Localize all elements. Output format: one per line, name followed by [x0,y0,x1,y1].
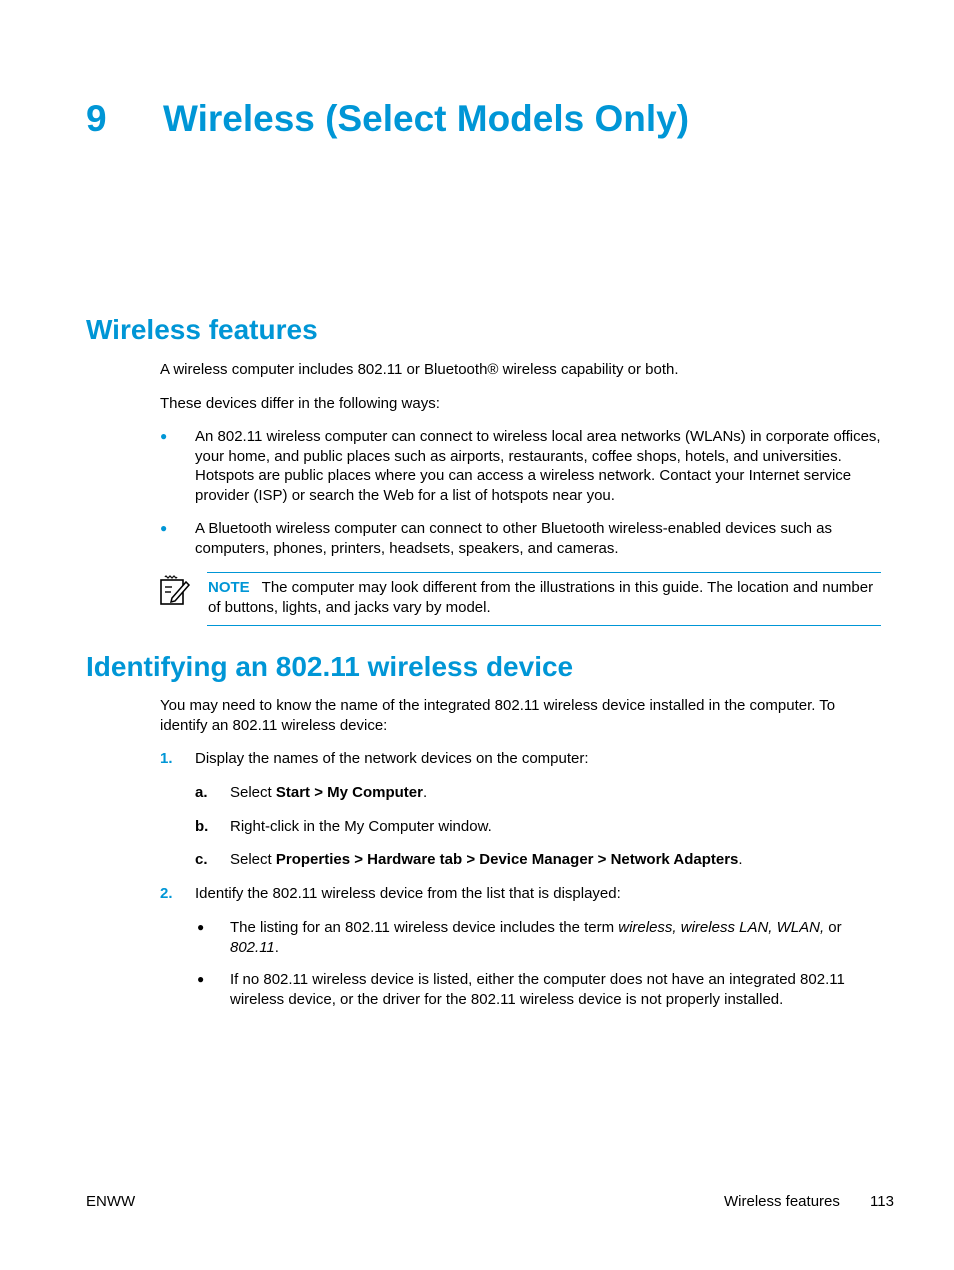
chapter-title-text: Wireless (Select Models Only) [163,98,690,139]
chapter-title [86,93,689,145]
note [208,578,880,618]
substep-text: Select Properties > Hardware tab > Device Manager > Network Adapters. [230,851,743,868]
substep-text: Select Start > My Computer. [230,784,428,801]
note-text: The computer may look different from the illustrations in this guide. The location and number of buttons, lights, and jacks vary by model. [208,579,874,616]
paragraph-intro: A wireless computer includes 802.11 or Bluetooth® wireless capability or both. [160,361,679,378]
substep-marker: b. [195,818,209,835]
bullet-item: An 802.11 wireless computer can connect to wireless local area networks (WLANs) in corporate offices, your home, and public places such as airports, restaurants, coffee shops, hotels, and universities. Hotspots are public places where you can access a wireless network. Contact your Internet service provider (ISP) or search the Web for a list of hotspots near you. [195,428,881,504]
note-label: NOTE [208,579,250,596]
page-number: 113 [870,1193,894,1210]
chapter-number: 9 [86,98,107,139]
paragraph-lead: These devices differ in the following ways: [160,395,440,412]
paragraph-intro: You may need to know the name of the integrated 802.11 wireless device installed in the computer. To identify an 802.11 wireless device: [160,697,836,734]
section-heading-identifying-device: Identifying an 802.11 wireless device [86,651,574,682]
step-text: Display the names of the network devices on the computer: [195,750,589,767]
bullet-item: A Bluetooth wireless computer can connect to other Bluetooth wireless-enabled devices such as computers, phones, printers, headsets, speakers, and cameras. [195,520,833,557]
footer-section: Wireless features [724,1193,840,1210]
sub-bullet-item: The listing for an 802.11 wireless device includes the term wireless, wireless LAN, WLAN, or 802.11. [230,919,842,956]
bullet-icon: ● [197,972,205,986]
note-pad-icon [158,574,192,608]
bullet-icon: ● [197,920,205,934]
step-text: Identify the 802.11 wireless device from the list that is displayed: [195,885,621,902]
substep-text: Right-click in the My Computer window. [230,818,492,835]
footer-left: ENWW [86,1193,136,1210]
section-heading-wireless-features: Wireless features [86,314,318,345]
substep-marker: c. [195,851,208,868]
bullet-icon: ● [160,429,168,443]
bullet-icon: ● [160,521,168,535]
substep-marker: a. [195,784,208,801]
step-number: 1. [160,750,173,767]
sub-bullet-item: If no 802.11 wireless device is listed, either the computer does not have an integrated 802.11 wireless device, or the driver for the 802.11 wireless device is not properly installed. [230,971,845,1008]
step-number: 2. [160,885,173,902]
